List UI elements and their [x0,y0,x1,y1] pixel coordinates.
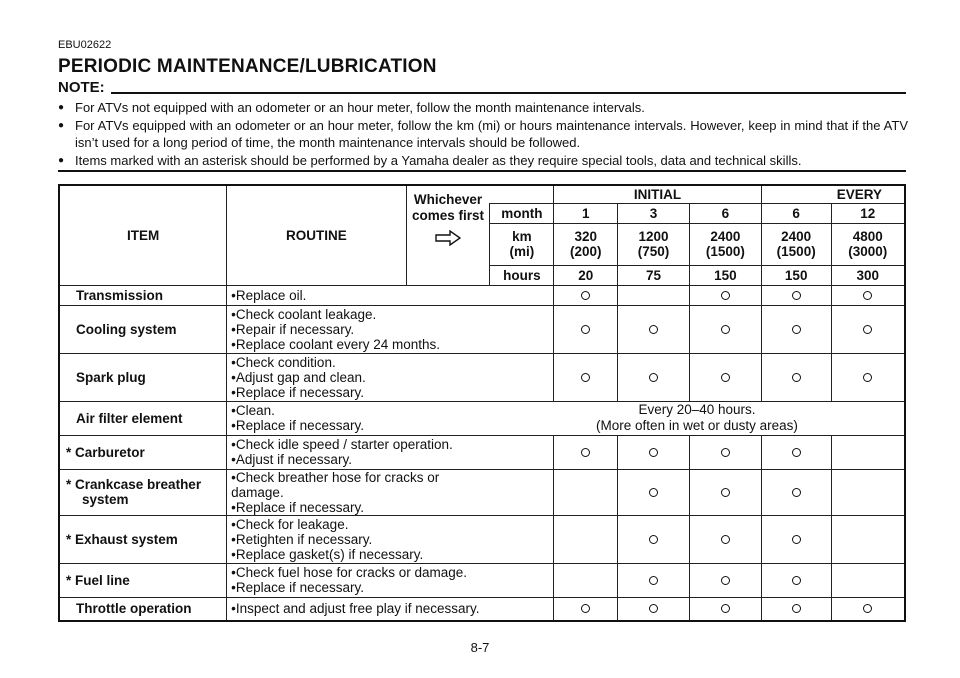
km-value: 4800 (3000) [831,223,905,265]
interval-note: Every 20–40 hours. (More often in wet or dusty areas) [490,401,905,435]
hours-value: 20 [554,265,618,285]
note-rule [58,92,906,94]
km-value: 1200 (750) [618,223,690,265]
note-item: ● For ATVs not equipped with an odometer or an hour meter, follow the month maintenance intervals. [58,99,908,117]
check-mark-icon [689,435,761,469]
routine-cell: • Inspect and adjust free play if necessary. [227,597,490,621]
check-mark-icon [689,285,761,305]
initial-header: INITIAL [554,185,761,203]
km-label: km (mi) [490,223,554,265]
check-mark-icon [689,597,761,621]
document-code: EBU02622 [58,39,112,51]
check-mark-icon [554,305,618,353]
hours-value: 300 [831,265,905,285]
check-mark-icon [618,563,690,597]
note-item: ● Items marked with an asterisk should be performed by a Yamaha dealer as they require special tools, data and technical skills. [58,152,908,170]
check-mark-icon [761,353,831,401]
hours-value: 150 [689,265,761,285]
routine-cell: • Check condition. • Adjust gap and clean. • Replace if necessary. [227,353,490,401]
table-row [59,353,905,401]
check-mark-icon [554,353,618,401]
note-label: NOTE: [58,79,111,96]
check-mark-icon [761,469,831,515]
every-header: EVERY [761,185,905,203]
check-mark-icon [831,597,905,621]
check-mark-icon [689,515,761,563]
check-mark-icon [689,353,761,401]
check-mark-icon [554,285,618,305]
check-mark-icon [554,435,618,469]
table-row [59,515,905,563]
table-row [59,285,905,305]
hours-value: 150 [761,265,831,285]
routine-header: ROUTINE [227,185,406,285]
check-mark-icon [761,305,831,353]
check-mark-icon [618,353,690,401]
check-mark-icon [618,515,690,563]
table-row [59,469,905,515]
check-mark-icon [831,285,905,305]
page-title: PERIODIC MAINTENANCE/LUBRICATION [58,56,437,77]
check-mark-icon [618,435,690,469]
month-value: 1 [554,203,618,223]
routine-cell: • Clean. • Replace if necessary. [227,401,490,435]
hours-label: hours [490,265,554,285]
check-mark-icon [831,353,905,401]
routine-cell: • Replace oil. [227,285,490,305]
km-value: 2400 (1500) [689,223,761,265]
month-value: 12 [831,203,905,223]
km-value: 320 (200) [554,223,618,265]
km-value: 2400 (1500) [761,223,831,265]
routine-cell: • Check fuel hose for cracks or damage. • Replace if necessary. [227,563,490,597]
check-mark-icon [689,563,761,597]
table-row [59,597,905,621]
check-mark-icon [761,597,831,621]
whichever-cell: Whichever comes first [406,185,490,285]
check-mark-icon [761,285,831,305]
note-item: ● For ATVs equipped with an odometer or an hour meter, follow the km (mi) or hours maintenance intervals. However, keep in mind that if the ATV isn’t used for a long period of time, the month maintenance intervals should be followed. [58,117,908,152]
item-name: Throttle operation [59,597,227,621]
page-number: 8-7 [470,640,490,655]
check-mark-icon [761,515,831,563]
routine-cell: • Check idle speed / starter operation. • Adjust if necessary. [227,435,490,469]
month-label: month [490,203,554,223]
item-name: * Fuel line [59,563,227,597]
item-header: ITEM [59,185,227,285]
note-header [58,79,906,99]
table-row [59,401,905,435]
check-mark-icon [554,597,618,621]
section-rule [58,170,906,172]
item-name: * Crankcase breather system [59,469,227,515]
note-list [58,99,908,169]
month-value: 3 [618,203,690,223]
item-name: Transmission [59,285,227,305]
check-mark-icon [689,305,761,353]
item-name: Cooling system [59,305,227,353]
routine-cell: • Check coolant leakage. • Repair if necessary. • Replace coolant every 24 months. [227,305,490,353]
check-mark-icon [618,469,690,515]
hours-value: 75 [618,265,690,285]
item-name: Air filter element [59,401,227,435]
check-mark-icon [831,305,905,353]
check-mark-icon [618,597,690,621]
check-mark-icon [689,469,761,515]
routine-cell: • Check breather hose for cracks or damage. • Replace if necessary. [227,469,490,515]
table-row [59,435,905,469]
routine-cell: • Check for leakage. • Retighten if necessary. • Replace gasket(s) if necessary. [227,515,490,563]
item-name: Spark plug [59,353,227,401]
check-mark-icon [761,563,831,597]
arrow-right-icon [435,230,461,246]
table-row [59,563,905,597]
maintenance-table [58,184,906,622]
month-value: 6 [761,203,831,223]
check-mark-icon [761,435,831,469]
month-value: 6 [689,203,761,223]
item-name: * Carburetor [59,435,227,469]
item-name: * Exhaust system [59,515,227,563]
check-mark-icon [618,305,690,353]
table-row [59,305,905,353]
